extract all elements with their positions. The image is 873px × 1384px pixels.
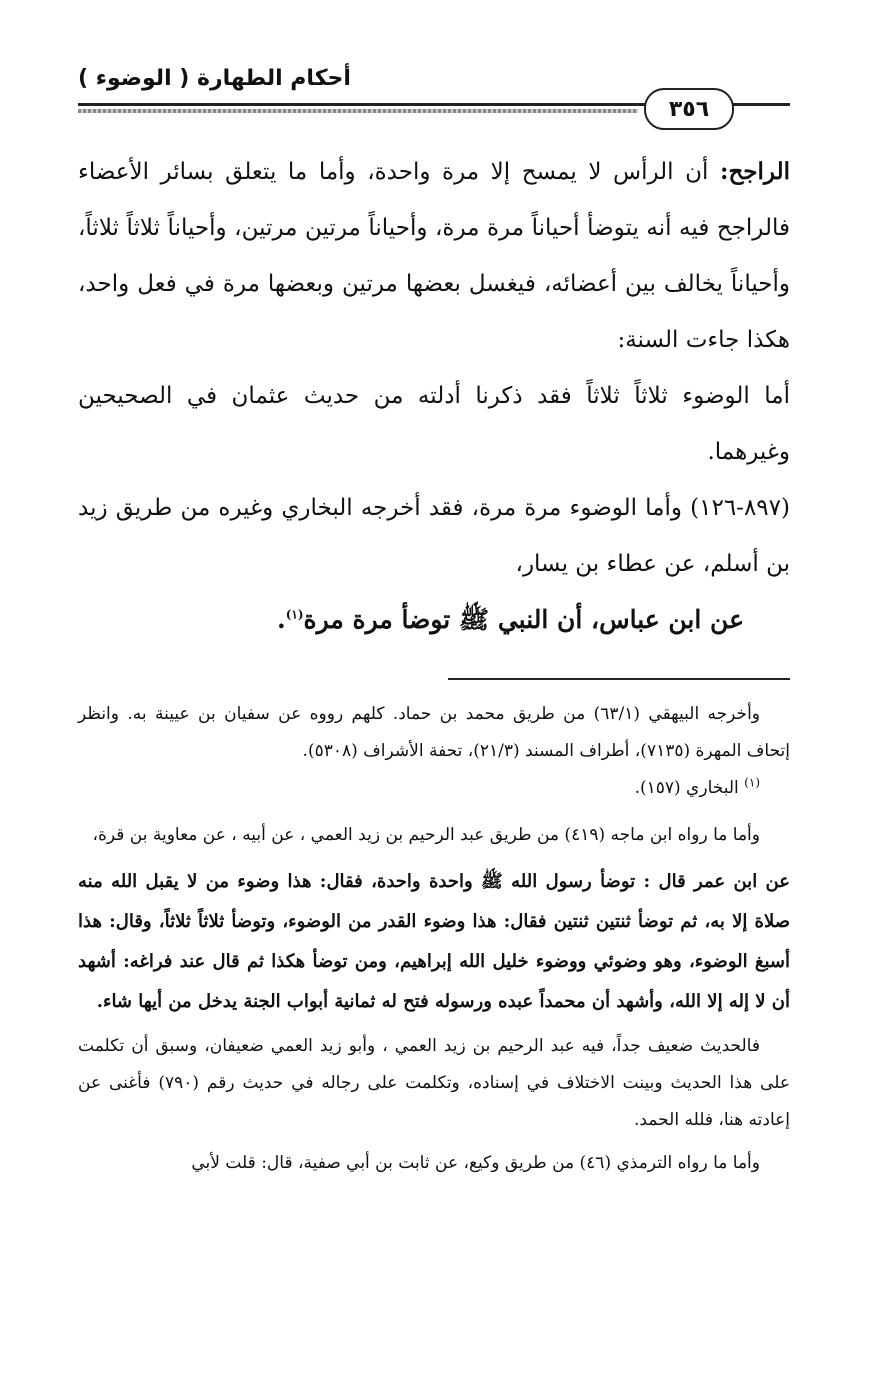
hadith-text	[78, 592, 790, 648]
rajih-text: أن الرأس لا يمسح إلا مرة واحدة، وأما ما يتعلق بسائر الأعضاء فالراجح فيه أنه يتوضأ أحياناً مرة مرة، وأحياناً مرتين مرتين، وأحياناً ثلاثاً ثلاثاً، وأحياناً يخالف بين أعضائه، فيغسل بعضها مرتين وبعضها مرة في فعل واحد، هكذا جاءت السنة:	[78, 159, 790, 353]
note-ibn-majah: وأما ما رواه ابن ماجه (٤١٩) من طريق عبد الرحيم بن زيد العمي ، عن أبيه ، عن معاوية بن قرة،	[92, 825, 760, 845]
footnote-marker: (١)	[285, 607, 304, 622]
notes-section	[78, 696, 790, 1182]
footnote-separator	[448, 678, 790, 680]
note-grading: فالحديث ضعيف جداً، فيه عبد الرحيم بن زيد العمي ، وأبو زيد العمي ضعيفان، وسبق أن تكلمت على هذا الحديث وبينت الاختلاف في إسناده، وتكلمت على رجاله في حديث رقم (٧٩٠) فأغنى عن إعادته هنا، فلله الحمد.	[78, 1036, 791, 1130]
main-text	[78, 144, 790, 648]
footnote-1-mark: (١)	[744, 775, 760, 790]
paragraph-hadith-intro: (٨٩٧-١٢٦) وأما الوضوء مرة مرة، فقد أخرجه البخاري وغيره من طريق زيد بن أسلم، عن عطاء بن يسار،	[78, 495, 790, 577]
paragraph-rajih	[78, 144, 790, 368]
rajih-label: الراجح:	[719, 158, 790, 185]
paragraph-thalathan: أما الوضوء ثلاثاً ثلاثاً فقد ذكرنا أدلته من حديث عثمان في الصحيحين وغيرهما.	[78, 383, 790, 465]
page-number: ٣٥٦	[644, 88, 734, 130]
note-ibn-umar-hadith: عن ابن عمر قال : توضأ رسول الله ﷺ واحدة واحدة، فقال: هذا وضوء من لا يقبل الله منه صلاة إلا به، ثم توضأ ثنتين ثنتين فقال: هذا وضوء القدر من الوضوء، وتوضأ ثلاثاً ثلاثاً، وقال: هذا أسبغ الوضوء، وهو وضوئي ووضوء خليل الله إبراهيم، ومن توضأ هكذا ثم قال عند فراغه: أشهد أن لا إله إلا الله، وأشهد أن محمداً عبده ورسوله فتح له ثمانية أبواب الجنة يدخل من أيها شاء.	[78, 871, 790, 1012]
note-tirmidhi: وأما ما رواه الترمذي (٤٦) من طريق وكيع، عن ثابت بن أبي صفية، قال: قلت لأبي	[191, 1153, 760, 1173]
running-header-title: أحكام الطهارة ( الوضوء )	[78, 66, 351, 91]
footnote-1	[78, 770, 790, 807]
hadith-body: عن ابن عباس، أن النبي ﷺ توضأ مرة مرة	[303, 605, 744, 634]
hadith-end: .	[276, 605, 286, 634]
header-ornament-rule	[78, 109, 638, 113]
footnote-1-text: البخاري (١٥٧).	[634, 778, 745, 798]
note-bayhaqi: وأخرجه البيهقي (٦٣/١) من طريق محمد بن حماد. كلهم رووه عن سفيان بن عيينة به. وانظر إتحاف المهرة (٧١٣٥)، أطراف المسند (٢١/٣)، تحفة الأشراف (٥٣٠٨).	[78, 704, 790, 761]
